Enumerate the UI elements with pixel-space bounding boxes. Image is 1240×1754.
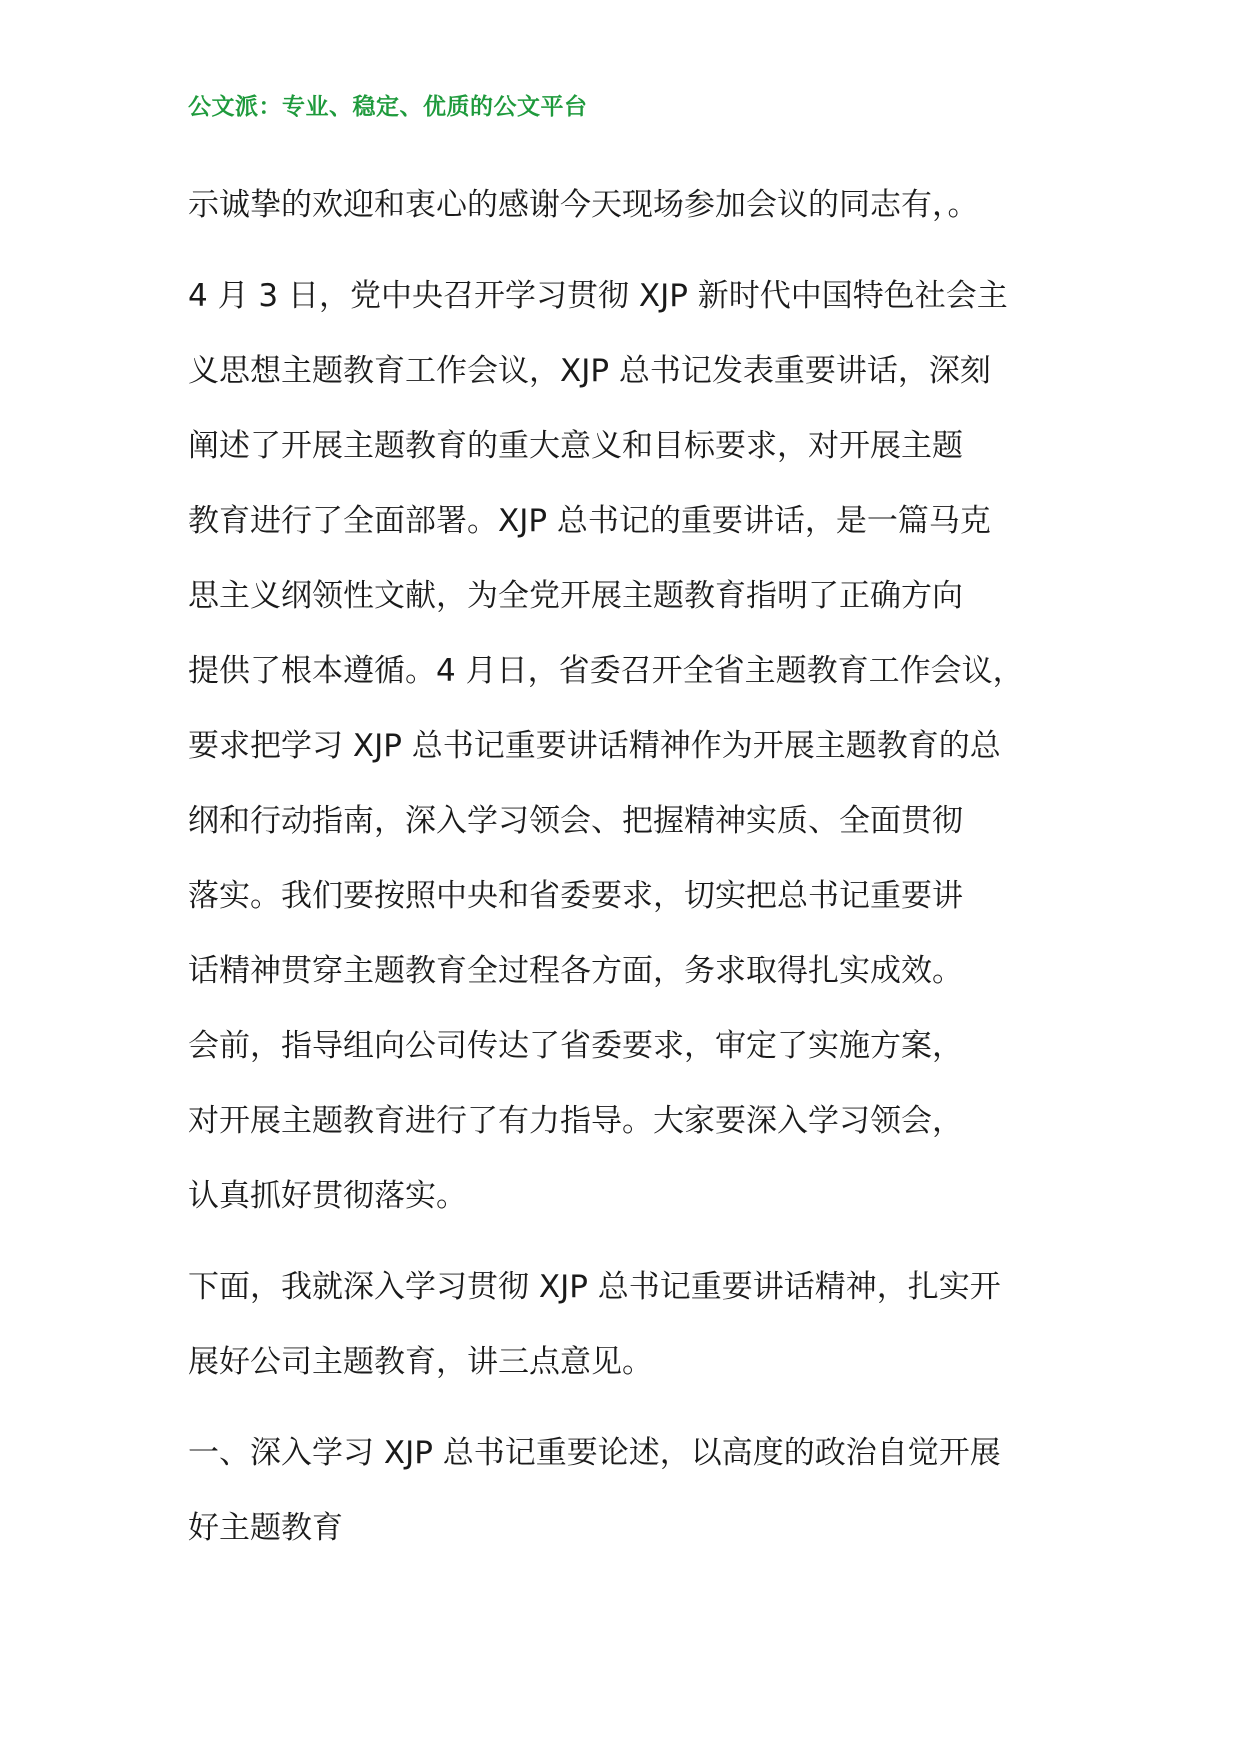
section-heading	[188, 1416, 1088, 1566]
text-line: 思主义纲领性文献，为全党开展主题教育指明了正确方向	[188, 578, 963, 614]
text-line: 阐述了开展主题教育的重大意义和目标要求，对开展主题	[188, 428, 963, 464]
paragraph-gap	[188, 243, 1088, 259]
paragraph	[188, 168, 1088, 243]
text-line: 会前，指导组向公司传达了省委要求，审定了实施方案，	[188, 1028, 963, 1064]
paragraph	[188, 1250, 1088, 1400]
text-line: 认真抓好贯彻落实。	[188, 1178, 467, 1214]
text-line: 对开展主题教育进行了有力指导。大家要深入学习领会，	[188, 1103, 963, 1139]
text-line: 4 月 3 日，党中央召开学习贯彻 XJP 新时代中国特色社会主	[188, 278, 1008, 314]
text-line: 义思想主题教育工作会议，XJP 总书记发表重要讲话，深刻	[188, 353, 991, 389]
text-line: 提供了根本遵循。4 月日，省委召开全省主题教育工作会议，	[188, 653, 1024, 689]
text-line: 要求把学习 XJP 总书记重要讲话精神作为开展主题教育的总	[188, 728, 1001, 764]
text-line: 一、深入学习 XJP 总书记重要论述，以高度的政治自觉开展	[188, 1435, 1001, 1471]
text-line: 话精神贯穿主题教育全过程各方面，务求取得扎实成效。	[188, 953, 963, 989]
text-line: 示诚挚的欢迎和衷心的感谢今天现场参加会议的同志有，。	[188, 187, 979, 223]
paragraph	[188, 259, 1088, 1234]
text-line: 下面，我就深入学习贯彻 XJP 总书记重要讲话精神，扎实开	[188, 1269, 1001, 1305]
text-line: 教育进行了全面部署。XJP 总书记的重要讲话，是一篇马克	[188, 503, 991, 539]
document-body	[188, 168, 1088, 1566]
paragraph-gap	[188, 1234, 1088, 1250]
text-line: 好主题教育	[188, 1510, 343, 1546]
paragraph-gap	[188, 1400, 1088, 1416]
text-line: 落实。我们要按照中央和省委要求，切实把总书记重要讲	[188, 878, 963, 914]
text-line: 纲和行动指南，深入学习领会、把握精神实质、全面贯彻	[188, 803, 963, 839]
document-header: 公文派：专业、稳定、优质的公文平台	[188, 94, 588, 120]
text-line: 展好公司主题教育，讲三点意见。	[188, 1344, 653, 1380]
